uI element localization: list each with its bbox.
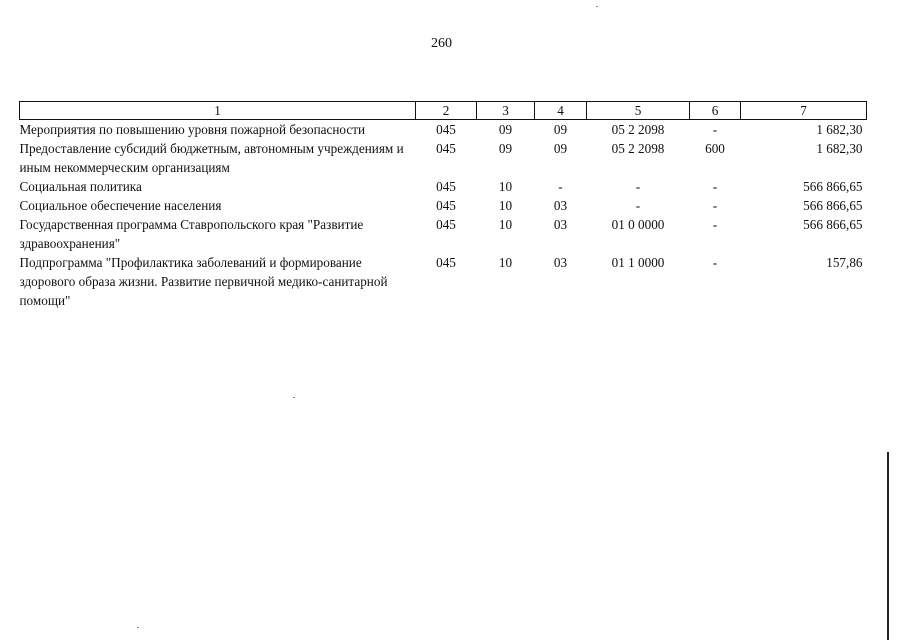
- row-target-code: -: [635, 198, 641, 213]
- row-expense-type: 600: [705, 141, 725, 156]
- row-subsection-code: 09: [553, 141, 568, 156]
- row-name: Государственная программа Ставропольского края "Развитие здравоохранения": [19, 217, 364, 251]
- row-expense-type: -: [712, 198, 718, 213]
- row-section-code: 09: [498, 122, 513, 137]
- scan-speck: [293, 397, 295, 398]
- row-section-code: 10: [498, 179, 513, 194]
- table-row: [20, 196, 867, 215]
- row-amount: 566 866,65: [803, 198, 863, 213]
- row-section-code: 09: [498, 141, 513, 156]
- row-section-code: 10: [498, 217, 513, 232]
- row-ministry-code: 045: [436, 255, 456, 270]
- row-expense-type: -: [712, 255, 718, 270]
- row-expense-type: -: [712, 217, 718, 232]
- row-section-code: 10: [498, 255, 513, 270]
- table-row: [20, 177, 867, 196]
- row-amount: 157,86: [826, 255, 863, 270]
- budget-table: [19, 101, 867, 310]
- row-name: Подпрограмма "Профилактика заболеваний и формирование здорового образа жизни. Развитие первичной медико-санитарной помощи": [19, 255, 388, 308]
- scan-speck: [137, 627, 139, 628]
- row-ministry-code: 045: [436, 122, 456, 137]
- row-ministry-code: 045: [436, 179, 456, 194]
- table-header-row: [20, 102, 867, 120]
- row-amount: 1 682,30: [816, 122, 863, 137]
- row-ministry-code: 045: [436, 141, 456, 156]
- row-name: Мероприятия по повышению уровня пожарной безопасности: [19, 122, 366, 137]
- column-header-2: 2: [416, 102, 477, 120]
- column-header-1: 1: [20, 102, 416, 120]
- row-name: Социальная политика: [19, 179, 142, 194]
- row-subsection-code: 03: [553, 255, 568, 270]
- table-row: [20, 120, 867, 140]
- column-header-4: 4: [535, 102, 587, 120]
- row-ministry-code: 045: [436, 217, 456, 232]
- row-expense-type: -: [712, 179, 718, 194]
- row-amount: 1 682,30: [816, 141, 863, 156]
- row-target-code: 05 2 2098: [611, 122, 665, 137]
- column-header-3: 3: [477, 102, 535, 120]
- table-row: [20, 253, 867, 310]
- scan-edge-line: [887, 452, 889, 640]
- table-row: [20, 215, 867, 253]
- row-subsection-code: 03: [553, 217, 568, 232]
- column-header-5: 5: [587, 102, 690, 120]
- page-number: 260: [431, 36, 452, 51]
- row-target-code: 01 0 0000: [611, 217, 665, 232]
- column-header-6: 6: [690, 102, 741, 120]
- row-name: Социальное обеспечение населения: [19, 198, 222, 213]
- row-amount: 566 866,65: [803, 179, 863, 194]
- scan-speck: [596, 6, 598, 7]
- row-target-code: -: [635, 179, 641, 194]
- row-name: Предоставление субсидий бюджетным, автономным учреждениям и иным некоммерческим организациям: [19, 141, 404, 175]
- row-target-code: 01 1 0000: [611, 255, 665, 270]
- row-expense-type: -: [712, 122, 718, 137]
- row-subsection-code: 03: [553, 198, 568, 213]
- row-section-code: 10: [498, 198, 513, 213]
- row-subsection-code: 09: [553, 122, 568, 137]
- column-header-7: 7: [741, 102, 867, 120]
- table-row: [20, 139, 867, 177]
- row-target-code: 05 2 2098: [611, 141, 665, 156]
- row-ministry-code: 045: [436, 198, 456, 213]
- row-subsection-code: -: [558, 179, 563, 194]
- row-amount: 566 866,65: [803, 217, 863, 232]
